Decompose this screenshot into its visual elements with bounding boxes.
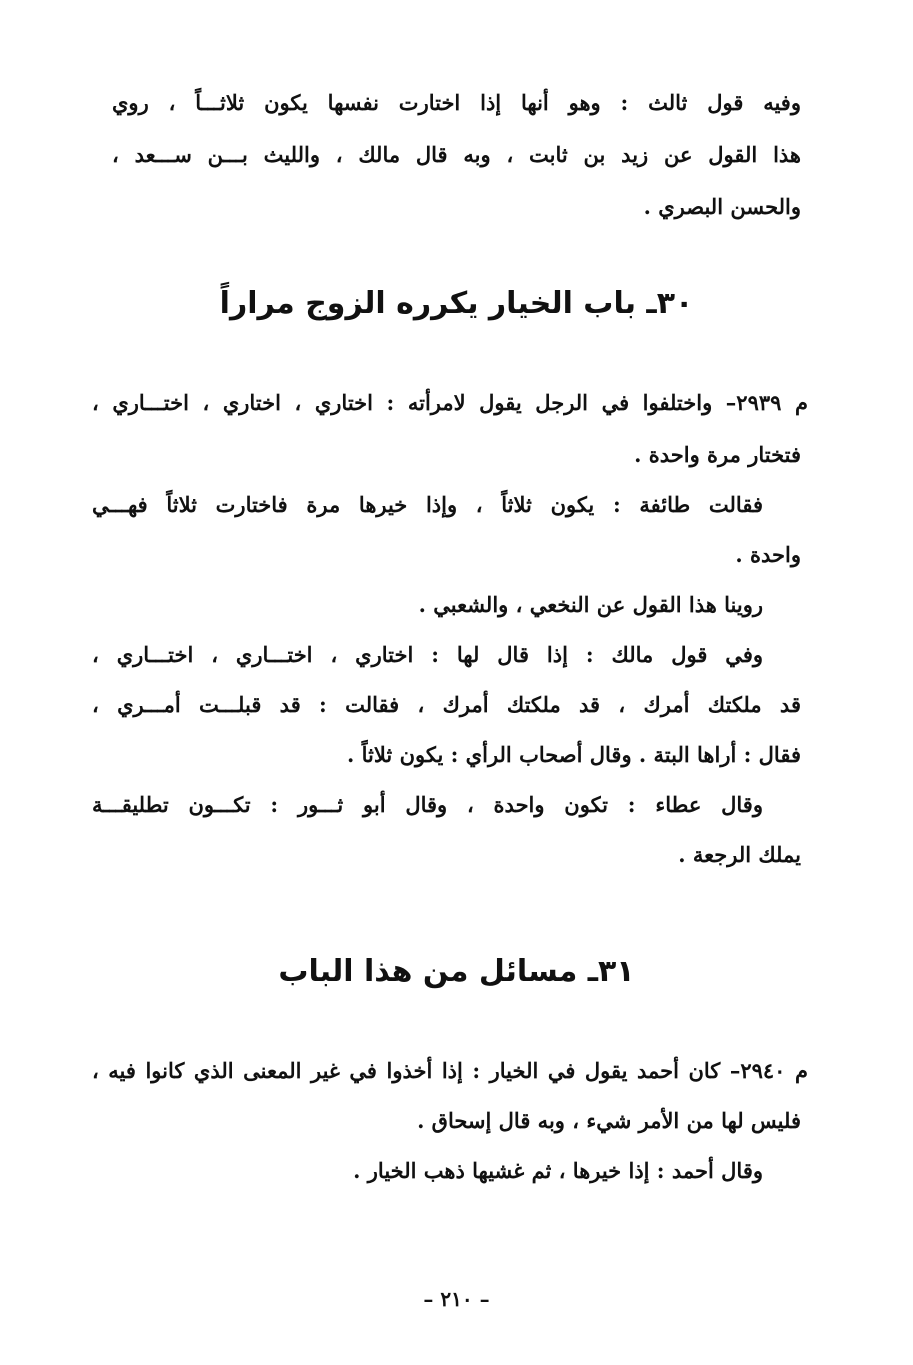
entry-line: فليس لها من الأمر شيء ، وبه قال إسحاق . [417, 1108, 801, 1133]
entry-text: كان أحمد يقول في الخيار : إذا أخذوا في غير المعنى الذي كانوا فيه ، [92, 1058, 721, 1083]
paragraph-line: وقال أحمد : إذا خيرها ، ثم غشيها ذهب الخيار . [353, 1158, 763, 1183]
paragraph-line: فقالت طائفة : يكون ثلاثاً ، وإذا خيرها مرة فاختارت ثلاثاً فهـــي [92, 492, 763, 517]
paragraph-line: روينا هذا القول عن النخعي ، والشعبي . [418, 592, 763, 617]
intro-line: هذا القول عن زيد بن ثابت ، وبه قال مالك ، والليث بـــن ســـعد ، [112, 142, 801, 167]
section-heading-30: ٣٠ـ باب الخيار يكرره الزوج مراراً [219, 286, 694, 321]
intro-line: وفيه قول ثالث : وهو أنها إذا اختارت نفسها يكون ثلاثـــاً ، روي [112, 90, 801, 115]
entry-line: فتختار مرة واحدة . [634, 442, 801, 467]
entry-number: م ٢٩٤٠– [729, 1058, 808, 1083]
paragraph-line: وقال عطاء : تكون واحدة ، وقال أبو ثـــور : تكـــون تطليقـــة [92, 792, 763, 817]
paragraph-line: يملك الرجعة . [678, 842, 801, 867]
entry-number: م ٢٩٣٩– [725, 390, 808, 415]
paragraph-line: وفي قول مالك : إذا قال لها : اختاري ، اختـــاري ، اختـــاري ، [92, 642, 763, 667]
section-heading-31: ٣١ـ مسائل من هذا الباب [278, 954, 635, 989]
paragraph-line: فقال : أراها البتة . وقال أصحاب الرأي : يكون ثلاثاً . [347, 742, 801, 767]
paragraph-line: واحدة . [735, 542, 801, 567]
entry-line-2940 [92, 1056, 808, 1086]
entry-line-2939 [92, 388, 808, 418]
entry-text: واختلفوا في الرجل يقول لامرأته : اختاري ، اختاري ، اختـــاري ، [92, 390, 713, 415]
paragraph-line: قد ملكتك أمرك ، قد ملكتك أمرك ، فقالت : قد قبلـــت أمـــري ، [92, 692, 801, 717]
intro-line: والحسن البصري . [643, 194, 801, 219]
page-number: – ٢١٠ – [423, 1287, 490, 1311]
